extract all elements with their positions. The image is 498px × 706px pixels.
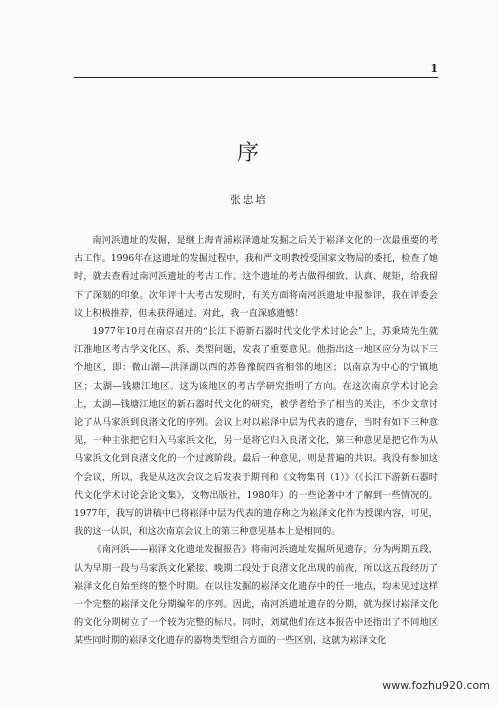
- body-text: [74, 232, 438, 651]
- paragraph: 《南河浜——崧泽文化遗址发掘报告》将南河浜遗址发掘所见遗存，分为两期五段，认为早期一段与马家浜文化紧接、晚期二段处于良渚文化出现的前夜，所以这五段经历了崧泽文化自始至终的整个时期。在以往发掘的崧泽文化遗存中的任一地点，均未见过这样一个完整的崧泽文化分期编年的序列。因此，南河浜遗址遗存的分期，就为探讨崧泽文化的文化分期树立了一个较为完整的标尺。同时，刘斌他们在这本报告中还指出了不同地区某些同时期的崧泽文化遗存的器物类型组合方面的一些区别，这就为崧泽文化: [74, 544, 438, 647]
- author-name: 张忠培: [230, 194, 268, 206]
- paragraph: 南河浜遗址的发掘，是继上海青浦崧泽遗址发掘之后关于崧泽文化的一次最重要的考古工作。1996年在这遗址的发掘过程中，我和严文明教授受国家文物局的委托，检查了她时，就去查看过南河浜遗址的考古工作。这个遗址的考古做得细致、认真、规矩，给我留下了深刻的印象。次年评十大考古发现时，有关方面将南河浜遗址申报参评，我在评委会议上积极推荐，但未获得通过。对此，我一直深感遗憾！: [74, 235, 438, 319]
- header-rule: [74, 77, 438, 78]
- paragraph: 1977年10月在南京召开的“长江下游新石器时代文化学术讨论会”上，苏秉琦先生就江淮地区考古学文化区、系、类型问题，发表了重要意见。他指出这一地区应分为以下三个地区，即：微山湖—洪泽湖以西的苏鲁豫皖四省相邻的地区；以南京为中心的宁镇地区；太湖—钱塘江地区。这为该地区的考古学研究指明了方向。在这次南京学术讨论会上，太湖—钱塘江地区的新石器时代文化的研究，被学者给予了相当的关注，不少文章讨论了从马家浜到良渚文化的序列。会议上对以崧泽中层为代表的遗存，当时有如下三种意见，一种主张把它归入马家浜文化，另一是将它归入良渚文化，第三种意见是把它作为从马家浜文化到良渚文化的一个过渡阶段。最后一种意见，则是普遍的共识。我没有参加这个会议，所以，我是从这次会议之后发表于期刊和《文物集刊（1）》（《长江下游新石器时代文化学术讨论会论文集》，文物出版社，1980年）的一些论著中才了解到一些情况的。1977年，我写的讲稿中已将崧泽中层为代表的遗存称之为崧泽文化作为授课内容，可见，我的这一认识，和这次南京会议上的第三种意见基本上是相同的。: [74, 326, 438, 538]
- watermark: www.fozhu920.com: [382, 679, 490, 692]
- page-number: 1: [430, 62, 438, 75]
- page-title: 序: [236, 141, 261, 166]
